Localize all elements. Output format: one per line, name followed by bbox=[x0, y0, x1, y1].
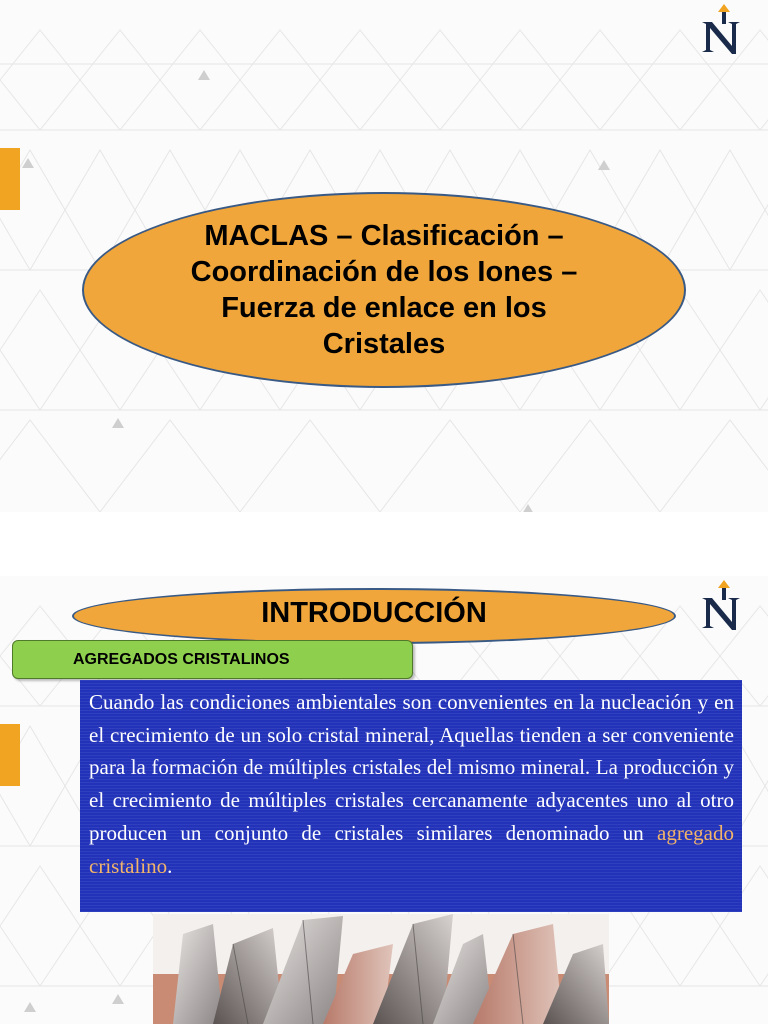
crystal-aggregate-image bbox=[153, 914, 609, 1024]
section-label-box bbox=[12, 640, 413, 679]
n-letter-logo-icon bbox=[698, 2, 746, 54]
orange-accent-bar bbox=[0, 724, 20, 786]
description-box bbox=[80, 680, 742, 912]
introduction-slide bbox=[0, 576, 768, 1024]
orange-accent-bar bbox=[0, 148, 20, 210]
description-end: . bbox=[167, 853, 173, 878]
n-letter-logo-icon bbox=[698, 578, 746, 630]
description-main-text: Cuando las condiciones ambientales son convenientes en la nucleación y en el crecimiento de un solo cristal mineral, Aquellas tienden a ser conveniente para la formación de múltiples cristales del mismo mineral. La producción y el crecimiento de múltiples cristales cercanamente adyacentes uno al otro producen un conjunto de cristales similares denominado un bbox=[89, 690, 734, 845]
intro-header-ellipse bbox=[72, 588, 676, 644]
description-paragraph bbox=[89, 686, 734, 882]
slide-title: MACLAS – Clasificación – Coordinación de los Iones – Fuerza de enlace en los Cristales bbox=[190, 220, 578, 360]
intro-header: INTRODUCCIÓN bbox=[261, 596, 487, 629]
title-ellipse bbox=[82, 192, 686, 388]
highlighted-term: agregado cristalino bbox=[89, 820, 734, 878]
section-label: AGREGADOS CRISTALINOS bbox=[73, 650, 290, 668]
